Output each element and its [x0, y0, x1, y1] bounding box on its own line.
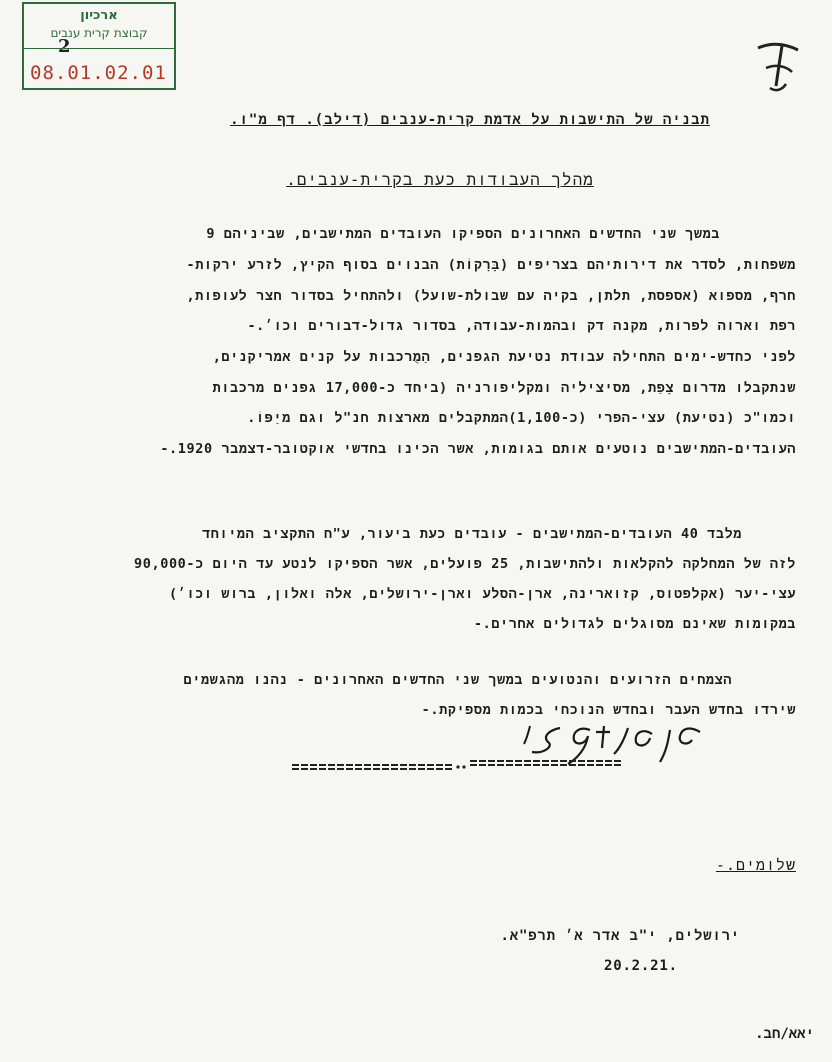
paragraph3-line: הצמחים הזרועים והנטועים במשך שני החדשים האחרונים - נהנו מהגשמים — [183, 672, 732, 688]
section-subheading: מהלך העבודות כעת בקרית-ענבים. — [286, 170, 594, 189]
stamp-archive-code: 08.01.02.01 — [30, 62, 167, 84]
signature-text — [520, 730, 523, 731]
stamp-kibbutz-name: קבוצת קרית ענבים — [50, 26, 148, 40]
separator-dashes — [292, 756, 622, 776]
paragraph1-line: לפני כחדש-ימים התחילה עבודת נטיעת הגפנים, הַמֻרכבות על קנים אמריקנים, — [212, 349, 796, 365]
paragraph1-line: משפחות, לסדר את דירותיהם בצריפים (בָּרָקוֹת) הבנוים בסוף הקיץ, לזרע ירקות- — [186, 257, 796, 273]
typist-initials: יאא/חב. — [755, 1026, 814, 1042]
stamp-divider — [24, 48, 174, 49]
document-heading: תבניה של התישבות על אדמת קרית-ענבים (דילב). דף מ"ו. — [230, 112, 710, 128]
paragraph3-line: שירדו בחדש העבר ובחדש הנוכחי בכמות מספיקת.- — [421, 702, 796, 718]
paragraph1-line: חרף, מספוא (אספסת, תלתן, בקיה עם שבולת-שועל) ולהתחיל בסדור חצר לעופות, — [186, 288, 796, 304]
numeric-date: 20.2.21. — [604, 958, 678, 974]
paragraph1-line: רפת וארוה לפרות, מקנה דק ובהמות-עבודה, בסדור גדול-דבורים וכו׳.- — [247, 318, 796, 334]
place-and-hebrew-date: ירושלים, י"ב אדר א׳ תרפ"א. — [500, 928, 740, 944]
paragraph1-line: העובדים-המתישבים נוטעים אותם בגומות, אשר הכינו בחדשי אוקטובר-דצמבר 1920.- — [160, 441, 796, 457]
stamp-page-number: 2 — [58, 36, 71, 57]
paragraph2-line: מלבד 40 העובדים-המתישבים - עובדים כעת ביעור, ע"ח התקציב המיוחד — [202, 526, 742, 542]
paragraph2-line: עצי-יער (אקלפטוס, קזוארינה, ארן-הסלע וארן-ירושלים, אלה ואלון, ברוש וכו׳) — [169, 586, 796, 602]
paragraph1-line: במשך שני החדשים האחרונים הספיקו העובדים המתישבים, שביניהם 9 — [206, 226, 720, 242]
handwritten-corner-mark-icon — [752, 38, 804, 98]
paragraph2-line: במקומות שאינם מסוגלים לגדולים אחרים.- — [473, 616, 796, 632]
paragraph1-line: וכמו"כ (נטיעת) עצי-הפרי (כ-1,100)המתקבלים מארצות חנ"ל וגם מיַפּוֹ. — [247, 410, 796, 426]
closing-greeting: שלומים.- — [715, 856, 796, 874]
archive-stamp — [22, 2, 176, 90]
paragraph2-line: לזה של המחלקה להקלאות ולהתישבות, 25 פועלים, אשר הספיקו לנטע עד היום כ-90,000 — [134, 556, 796, 572]
paragraph1-line: שנתקבלו מדרום צָפַת, מסיציליה ומקליפורניה (ביחד כ-17,000 גפנים מרכבות — [212, 380, 796, 396]
stamp-archive-label: ארכיון — [80, 8, 118, 23]
